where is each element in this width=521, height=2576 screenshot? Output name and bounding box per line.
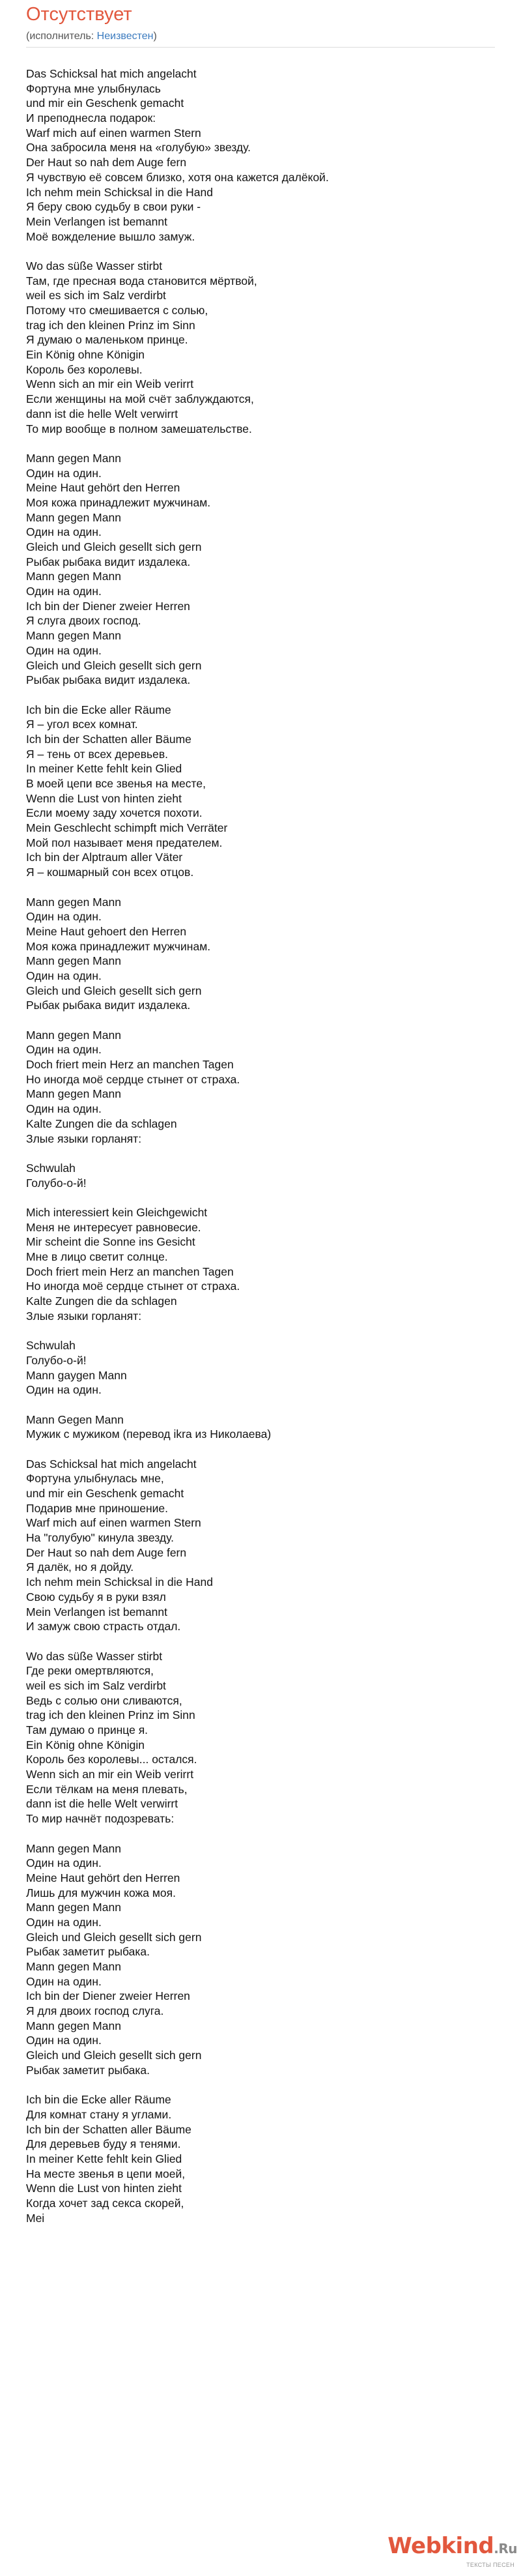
lyric-line: Schwulah [26,1339,76,1353]
lyric-line: Я – кошмарный сон всех отцов. [26,866,194,879]
lyrics-body [26,66,495,2537]
stanza-break [26,880,495,895]
stanza-break [26,688,495,703]
lyric-line: Mann gegen Mann [26,1901,121,1914]
site-logo[interactable] [374,2533,517,2573]
header-divider [26,47,495,48]
lyric-line: Моё вожделение вышло замуж. [26,229,195,243]
lyric-line: dann ist die helle Welt verwirrt [26,1797,178,1811]
lyric-line: Mann gegen Mann [26,895,121,909]
lyric-line: На "голубую" кинула звезду. [26,1531,174,1545]
lyric-line: Моя кожа принадлежит мужчинам. [26,939,211,953]
lyric-line: Мне в лицо светит солнце. [26,1250,168,1263]
lyric-line: Wo das süße Wasser stirbt [26,259,163,272]
artist-suffix: ) [153,31,157,42]
lyric-line: Gleich und Gleich gesellt sich gern [26,1930,202,1944]
lyric-line: Ich bin der Schatten aller Bäume [26,732,191,746]
lyric-line: Я для двоих господ слуга. [26,2004,164,2018]
stanza-break [26,436,495,451]
lyric-line: Der Haut so nah dem Auge fern [26,156,187,169]
lyric-line: Gleich und Gleich gesellt sich gern [26,658,202,672]
lyric-line: Wenn sich an mir ein Weib verirrt [26,377,194,391]
lyric-line: Там, где пресная вода становится мёртвой, [26,274,257,287]
lyric-line: Злые языки горланят: [26,1309,142,1323]
lyric-line: Kalte Zungen die da schlagen [26,1295,177,1308]
lyric-line: Моя кожа принадлежит мужчинам. [26,495,211,509]
lyric-line: И замуж свою страсть отдал. [26,1620,181,1633]
lyric-line: Один на один. [26,1856,102,1870]
lyric-line: Mann gegen Mann [26,1028,121,1042]
artist-line [26,29,157,44]
lyric-line: Король без королевы... остался. [26,1753,197,1766]
lyric-line: Das Schicksal hat mich angelacht [26,1457,197,1471]
stanza-break [26,1013,495,1028]
lyric-line: Один на один. [26,2034,102,2047]
lyric-line: Где реки омертвляются, [26,1664,154,1678]
lyric-line: На месте звенья в цепи моей, [26,2167,186,2180]
lyric-line: Мой пол называет меня предателем. [26,836,223,849]
lyric-line: In meiner Kette fehlt kein Glied [26,2152,182,2165]
lyric-line: Один на один. [26,525,102,539]
lyric-line: То мир начнёт подозревать: [26,1812,175,1826]
logo-main-text: Webkind [387,2533,494,2559]
lyric-line: Wenn die Lust von hinten zieht [26,2182,182,2195]
lyric-line: Когда хочет зад секса скорей, [26,2197,184,2210]
lyric-line: Mann Gegen Mann [26,1412,124,1426]
lyric-line: Но иногда моё сердце стынет от страха. [26,1072,240,1086]
page-header [0,0,521,65]
lyric-line: dann ist die helle Welt verwirrt [26,407,178,420]
lyric-line: Если тёлкам на меня плевать, [26,1782,188,1796]
lyric-line: Один на один. [26,466,102,480]
stanza-break [26,1323,495,1338]
stanza-break [26,2078,495,2093]
lyric-line: Один на один. [26,969,102,982]
lyric-line: Ich bin der Diener zweier Herren [26,1989,190,2003]
lyric-line: Mein Verlangen ist bemannt [26,214,167,228]
stanza-break [26,1190,495,1205]
lyric-line: Рыбак заметит рыбака. [26,2063,150,2077]
lyric-line: Wenn sich an mir ein Weib verirrt [26,1768,194,1781]
lyric-line: Один на один. [26,585,102,598]
lyric-line: trag ich den kleinen Prinz im Sinn [26,318,195,332]
lyric-line: Голубо-о-й! [26,1176,87,1190]
lyric-line: Я чувствую её совсем близко, хотя она кажется далёкой. [26,170,329,184]
lyric-line: В моей цепи все звенья на месте, [26,777,206,790]
lyric-line: Mann gegen Mann [26,954,121,968]
lyric-line: Meine Haut gehoert den Herren [26,924,187,938]
lyric-line: Mann gegen Mann [26,629,121,643]
lyric-line: Меня не интересует равновесие. [26,1220,201,1234]
lyric-line: То мир вообще в полном замешательстве. [26,422,252,435]
lyric-line: Mir scheint die Sonne ins Gesicht [26,1235,195,1249]
lyric-line: Mein Geschlecht schimpft mich Verräter [26,821,228,835]
lyric-line: Она забросила меня на «голубую» звезду. [26,141,251,154]
lyric-line: Ein König ohne Königin [26,1738,145,1751]
lyric-line: Schwulah [26,1161,76,1175]
lyric-line: Для комнат стану я углами. [26,2107,172,2121]
lyric-line: Ich bin die Ecke aller Räume [26,703,171,716]
song-title: Отсутствует [26,4,132,25]
lyric-line: Подарив мне приношение. [26,1501,169,1515]
lyric-line: Один на один. [26,1383,102,1397]
logo-wordmark [374,2533,517,2562]
lyric-line: Ich bin der Diener zweier Herren [26,599,190,613]
lyric-line: Я слуга двоих господ. [26,614,141,628]
lyric-line: Рыбак рыбака видит издалека. [26,555,191,568]
lyric-line: Один на один. [26,910,102,924]
lyric-line: Meine Haut gehört den Herren [26,1871,180,1884]
lyric-line: Рыбак рыбака видит издалека. [26,673,191,687]
artist-link[interactable]: Неизвестен [96,31,154,42]
lyric-line: Но иногда моё сердце стынет от страха. [26,1280,240,1293]
lyric-line: In meiner Kette fehlt kein Glied [26,762,182,776]
lyric-line: Я – угол всех комнат. [26,718,138,731]
lyric-line: weil es sich im Salz verdirbt [26,289,166,302]
lyric-line: Ведь с солью они сливаются, [26,1693,182,1707]
lyric-line: und mir ein Geschenk gemacht [26,96,184,110]
lyric-line: Warf mich auf einen warmen Stern [26,1516,201,1530]
lyric-line: Der Haut so nah dem Auge fern [26,1545,187,1559]
lyric-line: Лишь для мужчин кожа моя. [26,1886,176,1899]
lyric-line: Потому что смешивается с солью, [26,304,208,317]
lyric-line: Warf mich auf einen warmen Stern [26,126,201,139]
lyric-line: Один на один. [26,1974,102,1988]
lyric-line: Фортуна улыбнулась мне, [26,1472,164,1486]
stanza-break [26,1398,495,1412]
lyric-line: Один на один. [26,643,102,657]
lyric-line: Злые языки горланят: [26,1132,142,1145]
lyric-line: Mein Verlangen ist bemannt [26,1605,167,1618]
stanza-break [26,1634,495,1649]
logo-tld-text: .Ru [494,2541,517,2556]
lyric-line: Для деревьев буду я тенями. [26,2137,181,2151]
lyric-line: Kalte Zungen die da schlagen [26,1117,177,1130]
lyric-line: Mann gaygen Mann [26,1368,127,1382]
lyric-line: Mann gegen Mann [26,510,121,524]
lyric-line: Wenn die Lust von hinten zieht [26,791,182,805]
lyric-line: Ich bin der Alptraum aller Väter [26,851,183,864]
lyric-line: Mann gegen Mann [26,1960,121,1973]
lyric-line: И преподнесла подарок: [26,111,156,125]
lyric-line: Doch friert mein Herz an manchen Tagen [26,1058,234,1072]
lyric-line: Один на один. [26,1102,102,1116]
lyric-line: Gleich und Gleich gesellt sich gern [26,540,202,553]
lyric-line: Doch friert mein Herz an manchen Tagen [26,1265,234,1278]
lyric-line: Фортуна мне улыбнулась [26,81,161,95]
lyric-line: Один на один. [26,1915,102,1929]
lyric-line: Ein König ohne Königin [26,348,145,362]
lyric-line: Свою судьбу я в руки взял [26,1590,166,1603]
lyric-line: Я думаю о маленьком принце. [26,333,188,347]
lyric-line: Мужик с мужиком (перевод ikra из Николаева) [26,1427,272,1441]
lyric-line: weil es sich im Salz verdirbt [26,1678,166,1692]
lyric-line: Ich bin der Schatten aller Bäume [26,2122,191,2136]
lyric-line: Meine Haut gehört den Herren [26,481,180,495]
lyric-line: Mann gegen Mann [26,1087,121,1101]
lyric-line: Mei [26,2211,45,2225]
lyric-line: Если женщины на мой счёт заблуждаются, [26,392,254,406]
lyric-line: trag ich den kleinen Prinz im Sinn [26,1708,195,1722]
stanza-break [26,1442,495,1457]
stanza-break [26,1146,495,1161]
lyric-line: Wo das süße Wasser stirbt [26,1649,163,1663]
lyric-line: Один на один. [26,1043,102,1057]
lyric-line: Я – тень от всех деревьев. [26,747,169,761]
lyric-line: Mann gegen Mann [26,1841,121,1855]
lyric-line: Gleich und Gleich gesellt sich gern [26,984,202,997]
lyric-line: Там думаю о принце я. [26,1723,148,1736]
lyric-line: Mich interessiert kein Gleichgewicht [26,1205,208,1219]
lyric-line: Ich nehm mein Schicksal in die Hand [26,185,213,199]
logo-tagline: ТЕКСТЫ ПЕСЕН [466,2562,514,2568]
lyric-line: Das Schicksal hat mich angelacht [26,67,197,80]
lyric-line: Ich bin die Ecke aller Räume [26,2093,171,2107]
lyric-line: Голубо-о-й! [26,1353,87,1367]
lyric-line: Mann gegen Mann [26,451,121,465]
lyric-line: Ich nehm mein Schicksal in die Hand [26,1575,213,1589]
lyric-line: Mann gegen Mann [26,570,121,583]
artist-prefix: (исполнитель: [26,31,97,42]
lyric-line: und mir ein Geschenk gemacht [26,1487,184,1500]
stanza-break [26,1826,495,1841]
lyric-line: Я беру свою судьбу в свои руки - [26,200,201,214]
lyric-line: Mann gegen Mann [26,2019,121,2032]
lyric-line: Если моему заду хочется похоти. [26,806,203,820]
lyric-line: Gleich und Gleich gesellt sich gern [26,2049,202,2062]
lyric-line: Я далёк, но я дойду. [26,1560,134,1574]
lyric-line: Рыбак заметит рыбака. [26,1945,150,1959]
lyric-line: Король без королевы. [26,362,143,376]
lyric-line: Рыбак рыбака видит издалека. [26,999,191,1012]
stanza-break [26,244,495,259]
